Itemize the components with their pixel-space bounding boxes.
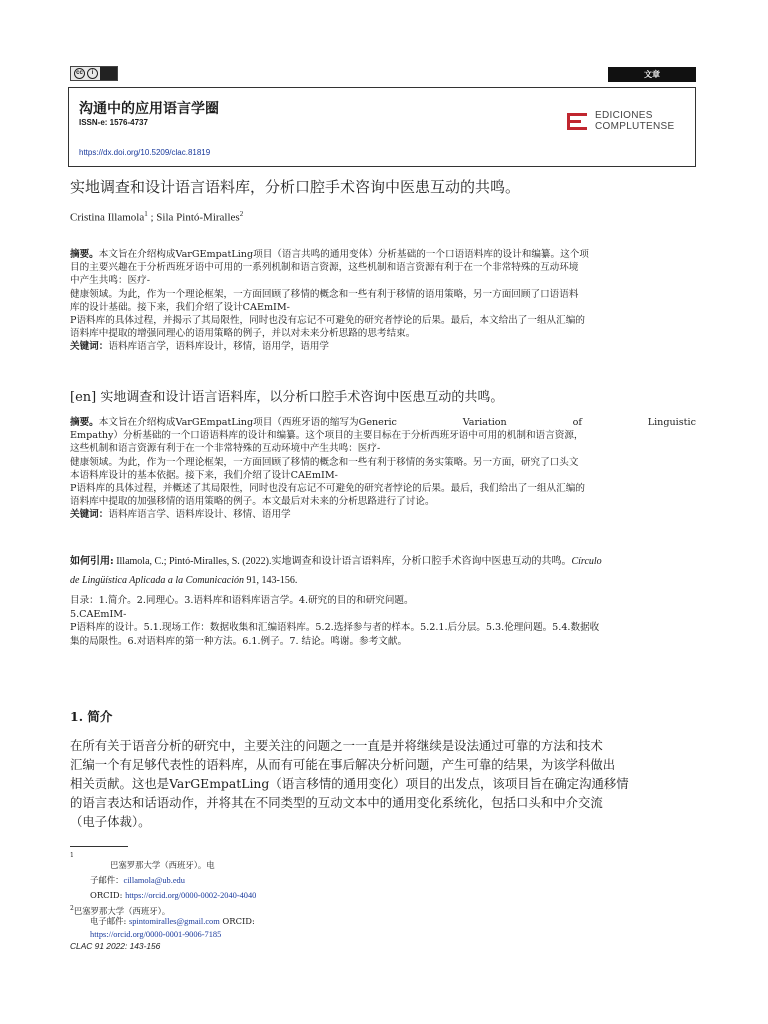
orcid-label: ORCID: — [219, 916, 255, 926]
orcid-link[interactable]: https://orcid.org/0000-0001-9006-7185 — [90, 930, 222, 939]
journal-header — [68, 87, 696, 167]
abstract-word: Variation — [462, 417, 507, 428]
paragraph-line: 的语言表达和话语动作，并将其在不同类型的互动文本中的通用变化系统化，包括口头和中介交流 — [70, 795, 603, 810]
toc-line[interactable]: P语料库的设计。5.1.现场工作：数据收集和汇编语料库。5.2.选择参与者的样本。5.2.1.后分层。5.3.伦理问题。5.4.数据收 — [70, 622, 600, 633]
footnote-1-affiliation: 巴塞罗那大学（西班牙）。电 — [110, 860, 215, 870]
orcid-link[interactable]: https://orcid.org/0000-0002-2040-4040 — [125, 891, 257, 900]
email-label: 电子邮件: — [90, 916, 129, 926]
email-link[interactable]: spintomiralles@gmail.com — [128, 917, 220, 926]
footnote-number: 1 — [70, 852, 74, 859]
author-name[interactable]: Sila Pintó-Miralles — [156, 211, 240, 224]
toc-line[interactable]: 5.CAEmIM- — [70, 608, 127, 620]
abstract-line: 目的主要兴趣在于分析西班牙语中可用的一系列机制和语言资源，这些机制和语言资源有利于在一个非常特殊的互动环境 — [70, 262, 579, 274]
doi-link[interactable]: https://dx.doi.org/10.5209/clac.81819 — [79, 148, 211, 157]
journal-title: 沟通中的应用语言学圈 — [79, 101, 219, 117]
paragraph-line: 汇编一个有足够代表性的语料库，从而有可能在事后解决分析问题，产生可靠的结果，为该学科做出 — [70, 757, 616, 772]
cite-journal: Círculo — [571, 556, 602, 567]
cite-label: 如何引用: — [70, 556, 114, 567]
footnote-number: 2 — [70, 905, 74, 912]
abstract-line: Empathy）分析基础的一个口语语料库的设计和编纂。这个项目的主要目标在于分析西班牙语中可用的机制和语言资源， — [70, 430, 584, 442]
affiliation-text: 巴塞罗那大学（西班牙）。 — [73, 905, 171, 916]
keywords-label: 关键词： — [70, 509, 109, 521]
license-badge[interactable] — [70, 66, 118, 81]
table-of-contents — [70, 594, 696, 648]
publisher-logo-icon — [567, 111, 587, 131]
keywords: 语料库语言学，语料库设计，移情，语用学，语用学 — [108, 341, 330, 353]
footnote-divider — [70, 846, 128, 847]
abstract-line: P语料库的具体过程，并揭示了其局限性，同时也没有忘记不可避免的研究者悖论的后果。最后，本文给出了一组从汇编的 — [70, 315, 585, 327]
email-label: 子邮件： — [90, 875, 124, 885]
abstract-line: 本文旨在介绍构成VarGEmpatLing项目（西班牙语的缩写为Generic — [98, 417, 397, 428]
abstract-line: P语料库的具体过程，并概述了其局限性，同时也没有忘记不可避免的研究者悖论的后果。最后，我们给出了一组从汇编的 — [70, 483, 585, 495]
toc-line[interactable]: 集的局限性。6.对语料库的第一种方法。6.1.例子。7. 结论。鸣谢。参考文献。 — [70, 635, 408, 647]
keywords-label: 关键词： — [70, 341, 109, 353]
intro-paragraph — [70, 736, 698, 831]
license-strip — [100, 67, 117, 80]
cite-volume: 91, 143-156. — [243, 575, 298, 586]
abstract-line: 健康领域。为此，作为一个理论框架，一方面回顾了移情的概念和一些有利于移情的语用策略，另一方面回顾了口语语料 — [70, 288, 579, 300]
abstract-line: 语料库中提取的增强同理心的语用策略的例子，并以对未来分析思路的思考结束。 — [70, 328, 416, 340]
abstract-label: 摘要。 — [70, 249, 99, 260]
paragraph-line: 在所有关于语音分析的研究中，主要关注的问题之一一直是并将继续是设法通过可靠的方法和技术 — [70, 738, 603, 753]
abstract-line: 健康领域。为此，作为一个理论框架，一方面回顾了移情的概念和一些有利于移情的务实策略。另一方面，研究了口头文 — [70, 456, 579, 468]
issn: ISSN-e: 1576-4737 — [79, 118, 148, 127]
page-footer: CLAC 91 2022: 143-156 — [70, 941, 161, 951]
abstract-line: 本语料库设计的基本依据。接下来，我们介绍了设计CAEmIM- — [70, 469, 338, 481]
article-title: 实地调查和设计语言语料库，分析口腔手术咨询中医患互动的共鸣。 — [70, 178, 521, 196]
abstract-line: 库的设计基础。接下来，我们介绍了设计CAEmIM- — [70, 301, 290, 313]
abstract-line: 中产生共鸣：医疗- — [70, 275, 150, 287]
abstract-line: 这些机制和语言资源有利于在一个非常特殊的互动环境中产生共鸣：医疗- — [70, 443, 381, 455]
publisher-name-line2: COMPLUTENSE — [595, 121, 675, 132]
abstract-word: of — [572, 417, 582, 428]
author-name[interactable]: Cristina Illamola — [70, 211, 145, 224]
cite-journal: de Lingüística Aplicada a la Comunicación — [70, 575, 244, 586]
abstract — [70, 248, 696, 354]
keywords: 语料库语言学、语料库设计、移情、语用学 — [108, 509, 291, 521]
footnote-ref[interactable]: 1 — [144, 210, 148, 218]
by-icon: i — [87, 68, 98, 79]
footnote-ref[interactable]: 2 — [239, 210, 244, 218]
footnote-1-email — [90, 873, 185, 888]
footnote-2-orcid — [90, 927, 221, 942]
publisher-name-line1: EDICIONES — [595, 110, 653, 121]
abstract-word: Linguistic — [647, 417, 696, 428]
abstract-label: 摘要。 — [70, 417, 99, 428]
paragraph-line: （电子体裁）。 — [70, 814, 151, 829]
author-separator: ; — [147, 211, 157, 224]
paragraph-line: 相关贡献。这也是VarGEmpatLing（语言移情的通用变化）项目的出发点，该项目旨在确定沟通移情 — [70, 776, 629, 791]
toc-line[interactable]: 目录：1.简介。2.同理心。3.语料库和语料库语言学。4.研究的目的和研究问题。 — [70, 595, 414, 606]
cite-text: Illamola, C.; Pintó-Miralles, S. (2022).实地调查和设计语言语料库，分析口腔手术咨询中医患互动的共鸣。 — [113, 556, 572, 567]
email-link[interactable]: cillamola@ub.edu — [123, 876, 185, 885]
english-title: [en] 实地调查和设计语言语料库，以分析口腔手术咨询中医患互动的共鸣。 — [70, 390, 504, 405]
article-type-tag: 文章 — [608, 67, 696, 82]
authors — [70, 210, 243, 224]
orcid-label: ORCID: — [90, 890, 126, 900]
how-to-cite — [70, 552, 696, 590]
publisher-logo[interactable] — [567, 110, 674, 132]
cc-icon: cc — [74, 68, 85, 79]
abstract-english — [70, 416, 696, 522]
abstract-line: 本文旨在介绍构成VarGEmpatLing项目（语言共鸣的通用变体）分析基础的一个口语语料库的设计和编纂。这个项 — [98, 249, 589, 260]
section-heading: 1. 简介 — [70, 709, 113, 724]
abstract-line: 语料库中提取的加强移情的语用策略的例子。本文最后对未来的分析思路进行了讨论。 — [70, 496, 435, 508]
